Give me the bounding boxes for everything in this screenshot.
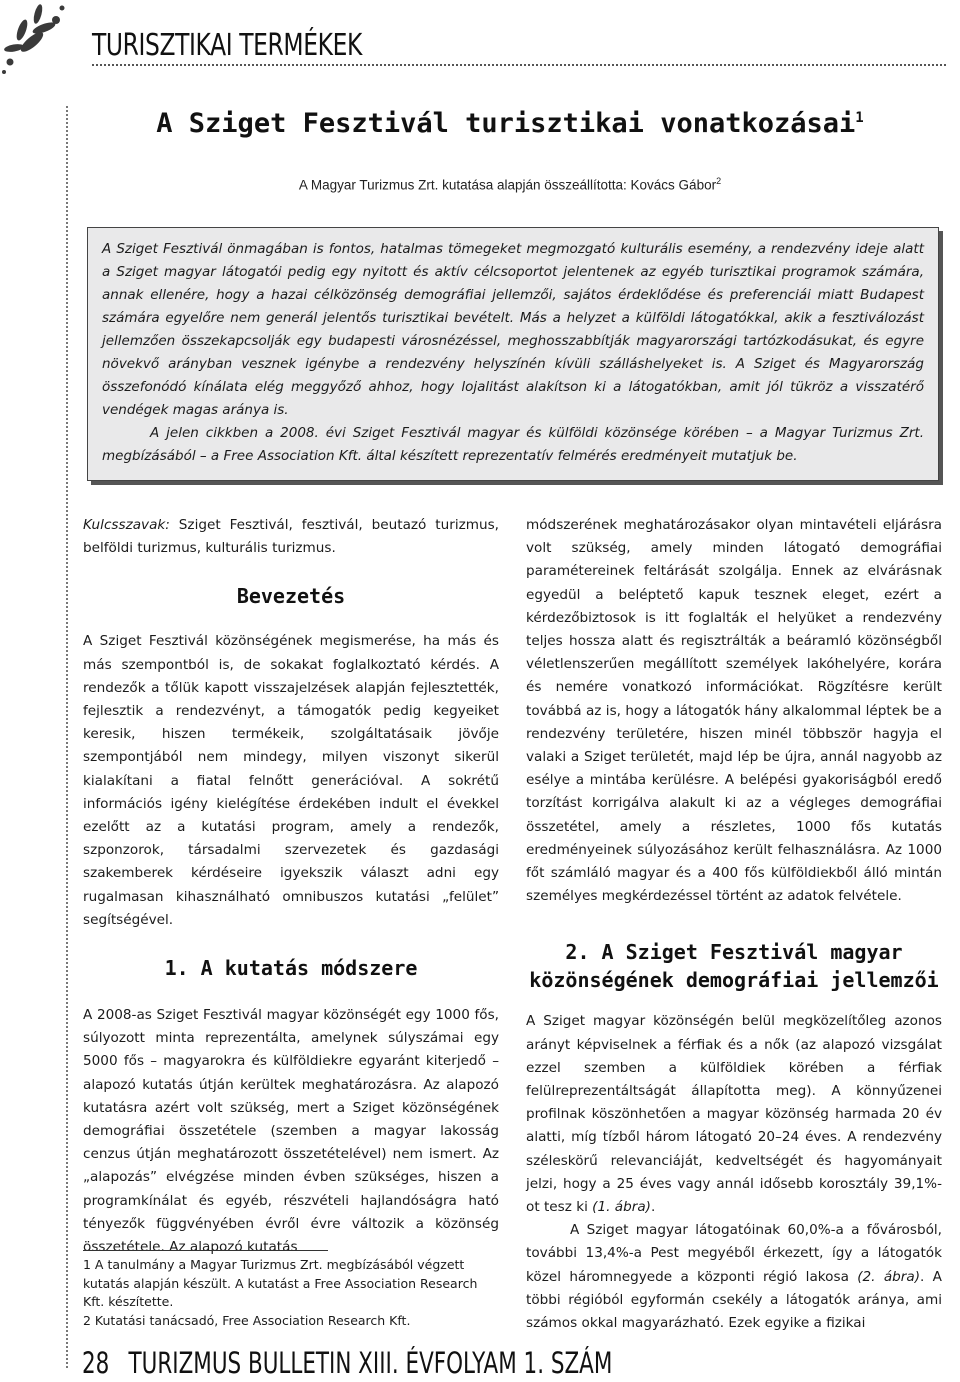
- demographics-paragraph: [526, 1219, 942, 1335]
- article-title-text: A Sziget Fesztivál turisztikai vonatkozásai: [156, 108, 856, 139]
- method-continued-paragraph: módszerének meghatározásakor olyan mintavételi eljárásra volt szükség, amely minden látogató demográfiai paramétereinek feltárását szolgálja. Ennek az elvárásnak egyedül a beléptető kapuk tesznek eleget, ezért a kérdezőbiztosok is itt foglalták el helyüket a rendezvény teljes hossza alatt és regisztrálták a beáramló közönségből véletlenszerűen megállított személyek lakóhelyére, korára és nemére vonatkozó információkat. Rögzítésre került továbbá az is, hogy a látogatók hány alkalommal léptek be a rendezvény területére, hiszen minél többször hagyja el valaki a Sziget területét, majd lép be újra, annál nagyobb az esélye a mintába kerülésre. A belépési gyakoriságból eredő torzítást korrigálva alakult ki az a végleges demográfiai összetétel, amely a részletes, 1000 fős kutatás eredményeinek súlyozásához került felhasználásra. Az 1000 főt számláló magyar és a 400 fős külföldiekből álló mintán személyes megkérdezéssel történt az adatok felvétele.: [526, 517, 942, 905]
- footnotes: [83, 1256, 499, 1330]
- floral-ornament-icon: [0, 0, 80, 80]
- heading-intro: Bevezetés: [236, 584, 346, 609]
- demographics-paragraph: [526, 1010, 942, 1219]
- section-label: TURISZTIKAI TERMÉKEK: [92, 28, 362, 63]
- article-title: [0, 108, 960, 139]
- heading-method: 1. A kutatás módszere: [164, 956, 418, 981]
- page-number: 28: [82, 1346, 110, 1380]
- method-paragraph: A 2008-as Sziget Fesztivál magyar közönségét egy 1000 fős, súlyozott minta reprezentálta, amelynek súlyszámai egy 5000 fős – magyarokra és külföldiekre egyaránt kiterjedő – alapozó kutatás útján kerültek meghatározásra. Az alapozó kutatásra azért volt szükség, mert a Sziget közönségének demográfiai összetétele (szemben a magyar lakosság cenzus útján meghatározott összetételével) nem ismert. Az „alapozás” elvégzése minden évben szükséges, hiszen a programkínálat és egyéb, részvételi hajlandóságra ható tényezők függvényében évről évre változik a közönség összetétele. Az alapozó kutatás: [83, 1007, 499, 1256]
- abstract-paragraph: A Sziget Fesztivál önmagában is fontos, hatalmas tömegeket megmozgató kulturális esemény, a rendezvény ideje alatt a Sziget magyar látogatói pedig egy nyitott és aktív célcsoportot jelentenek az egyéb turisztikai programok számára, annak ellenére, hogy a hazai célközönség demográfiai jellemzői, sajátos érdeklődése és preferenciái miatt Budapest számára egyelőre nem generál jelentős turisztikai bevételt. Más a helyzet a külföldi látogatókkal, akik a fesztiválozást jellemzően összekapcsolják egy budapesti városnézéssel, meghosszabbítják magyarországi tartózkodásukat, és egyre növekvő arányban vesznek igénybe a rendezvény helyszínén kívüli szálláshelyeket is. A Sziget és Magyarország összefonódó kínálata elég meggyőző ahhoz, hogy lojalitást alakítson ki a látogatókban, amit jól tükröz a visszatérő vendégek magas aránya is.: [102, 241, 924, 418]
- heading-demographics: 2. A Sziget Fesztivál magyar közönségének demográfiai jellemzői: [529, 940, 939, 993]
- margin-dotted-rule: [66, 106, 68, 1368]
- title-footnote-ref: 1: [855, 110, 864, 126]
- abstract-box: [87, 227, 939, 481]
- keywords: [83, 514, 499, 560]
- intro-paragraph: A Sziget Fesztivál közönségének megismerése, ha más és más szempontból is, de sokakat foglalkoztató kérdés. A rendezők a tőlük kapott visszajelzések alapján fejlesztették, fejlesztik a rendezvényt, a támogatók pedig kegyeiket keresik, hiszen termékeik, szolgáltatásaik jövője szempontjából nem mindegy, milyen viszonyt sikerül kialakítani a fiatal felnőtt generációval. A sokrétű információs igény kielégítése érdekében indult el évekkel ezelőtt az a kutatási program, amely a rendezők, szponzorok, társadalmi szervezetek és gazdasági szakemberek kérdéseire igyekszik választ adni egy rugalmasan kihasználható omnibuszos kutatási „felület” segítségével.: [83, 633, 499, 928]
- byline-text: A Magyar Turizmus Zrt. kutatása alapján összeállította: Kovács Gábor: [298, 177, 717, 193]
- left-column: [83, 514, 499, 1259]
- demog-text-1: A Sziget magyar közönségén belül megközelítőleg azonos arányt képviselnek a férfiak és a nők (az alapozó vizsgálat ezzel szemben a külföldiek körében a férfiak felülreprezentáltságát állapította meg). A könnyűzenei profilnak köszönhetően a magyar közönség harmada 20 év alatti, míg tízből három látogató 20–24 éves. A rendezvény széleskörű relevanciáját, kedveltségét és hagyományait jelzi, hogy a 25 éves vagy annál idősebb korosztály 39,1%-ot tesz ki: [526, 1013, 942, 1216]
- demog-text-2: A Sziget magyar látogatóinak 60,0%-a a fővárosból, további 13,4%-a Pest megyéből érkezett, így a látogatók közel háromnegyede a központi régió lakosa: [526, 1222, 942, 1285]
- page-footer: [82, 1346, 612, 1380]
- demog-text-1-end: .: [650, 1199, 656, 1216]
- footnote-1: 1 A tanulmány a Magyar Turizmus Zrt. megbízásából végzett kutatás alapján készült. A kutatást a Free Association Research Kft. készítette.: [83, 1257, 478, 1309]
- right-column: [526, 514, 942, 1335]
- demog-text-2-end: . A többi régióból egyformán csekély a látogatók aránya, ami számos okkal magyarázható. Ezek egyike a fizikai: [526, 1268, 942, 1332]
- abstract-paragraph: A jelen cikkben a 2008. évi Sziget Fesztivál magyar és külföldi közönsége körében – a Magyar Turizmus Zrt. megbízásából – a Free Association Kft. által készített reprezentatív felmérés eredményeit mutatjuk be.: [102, 425, 924, 464]
- byline-footnote-ref: 2: [716, 176, 722, 186]
- header-dotted-rule: [92, 64, 946, 66]
- keywords-label: Kulcsszavak:: [83, 517, 170, 533]
- footnote-2: 2 Kutatási tanácsadó, Free Association Research Kft.: [83, 1312, 411, 1328]
- footnote-rule: [83, 1250, 328, 1251]
- figure-ref-1: (1. ábra): [592, 1199, 651, 1216]
- figure-ref-2: (2. ábra): [857, 1268, 921, 1285]
- article-byline: [0, 176, 960, 193]
- publication-name: TURIZMUS BULLETIN XIII. ÉVFOLYAM 1. SZÁM: [128, 1346, 613, 1380]
- keywords-text: Sziget Fesztivál, fesztivál, beutazó turizmus, belföldi turizmus, kulturális turizmus.: [83, 517, 499, 557]
